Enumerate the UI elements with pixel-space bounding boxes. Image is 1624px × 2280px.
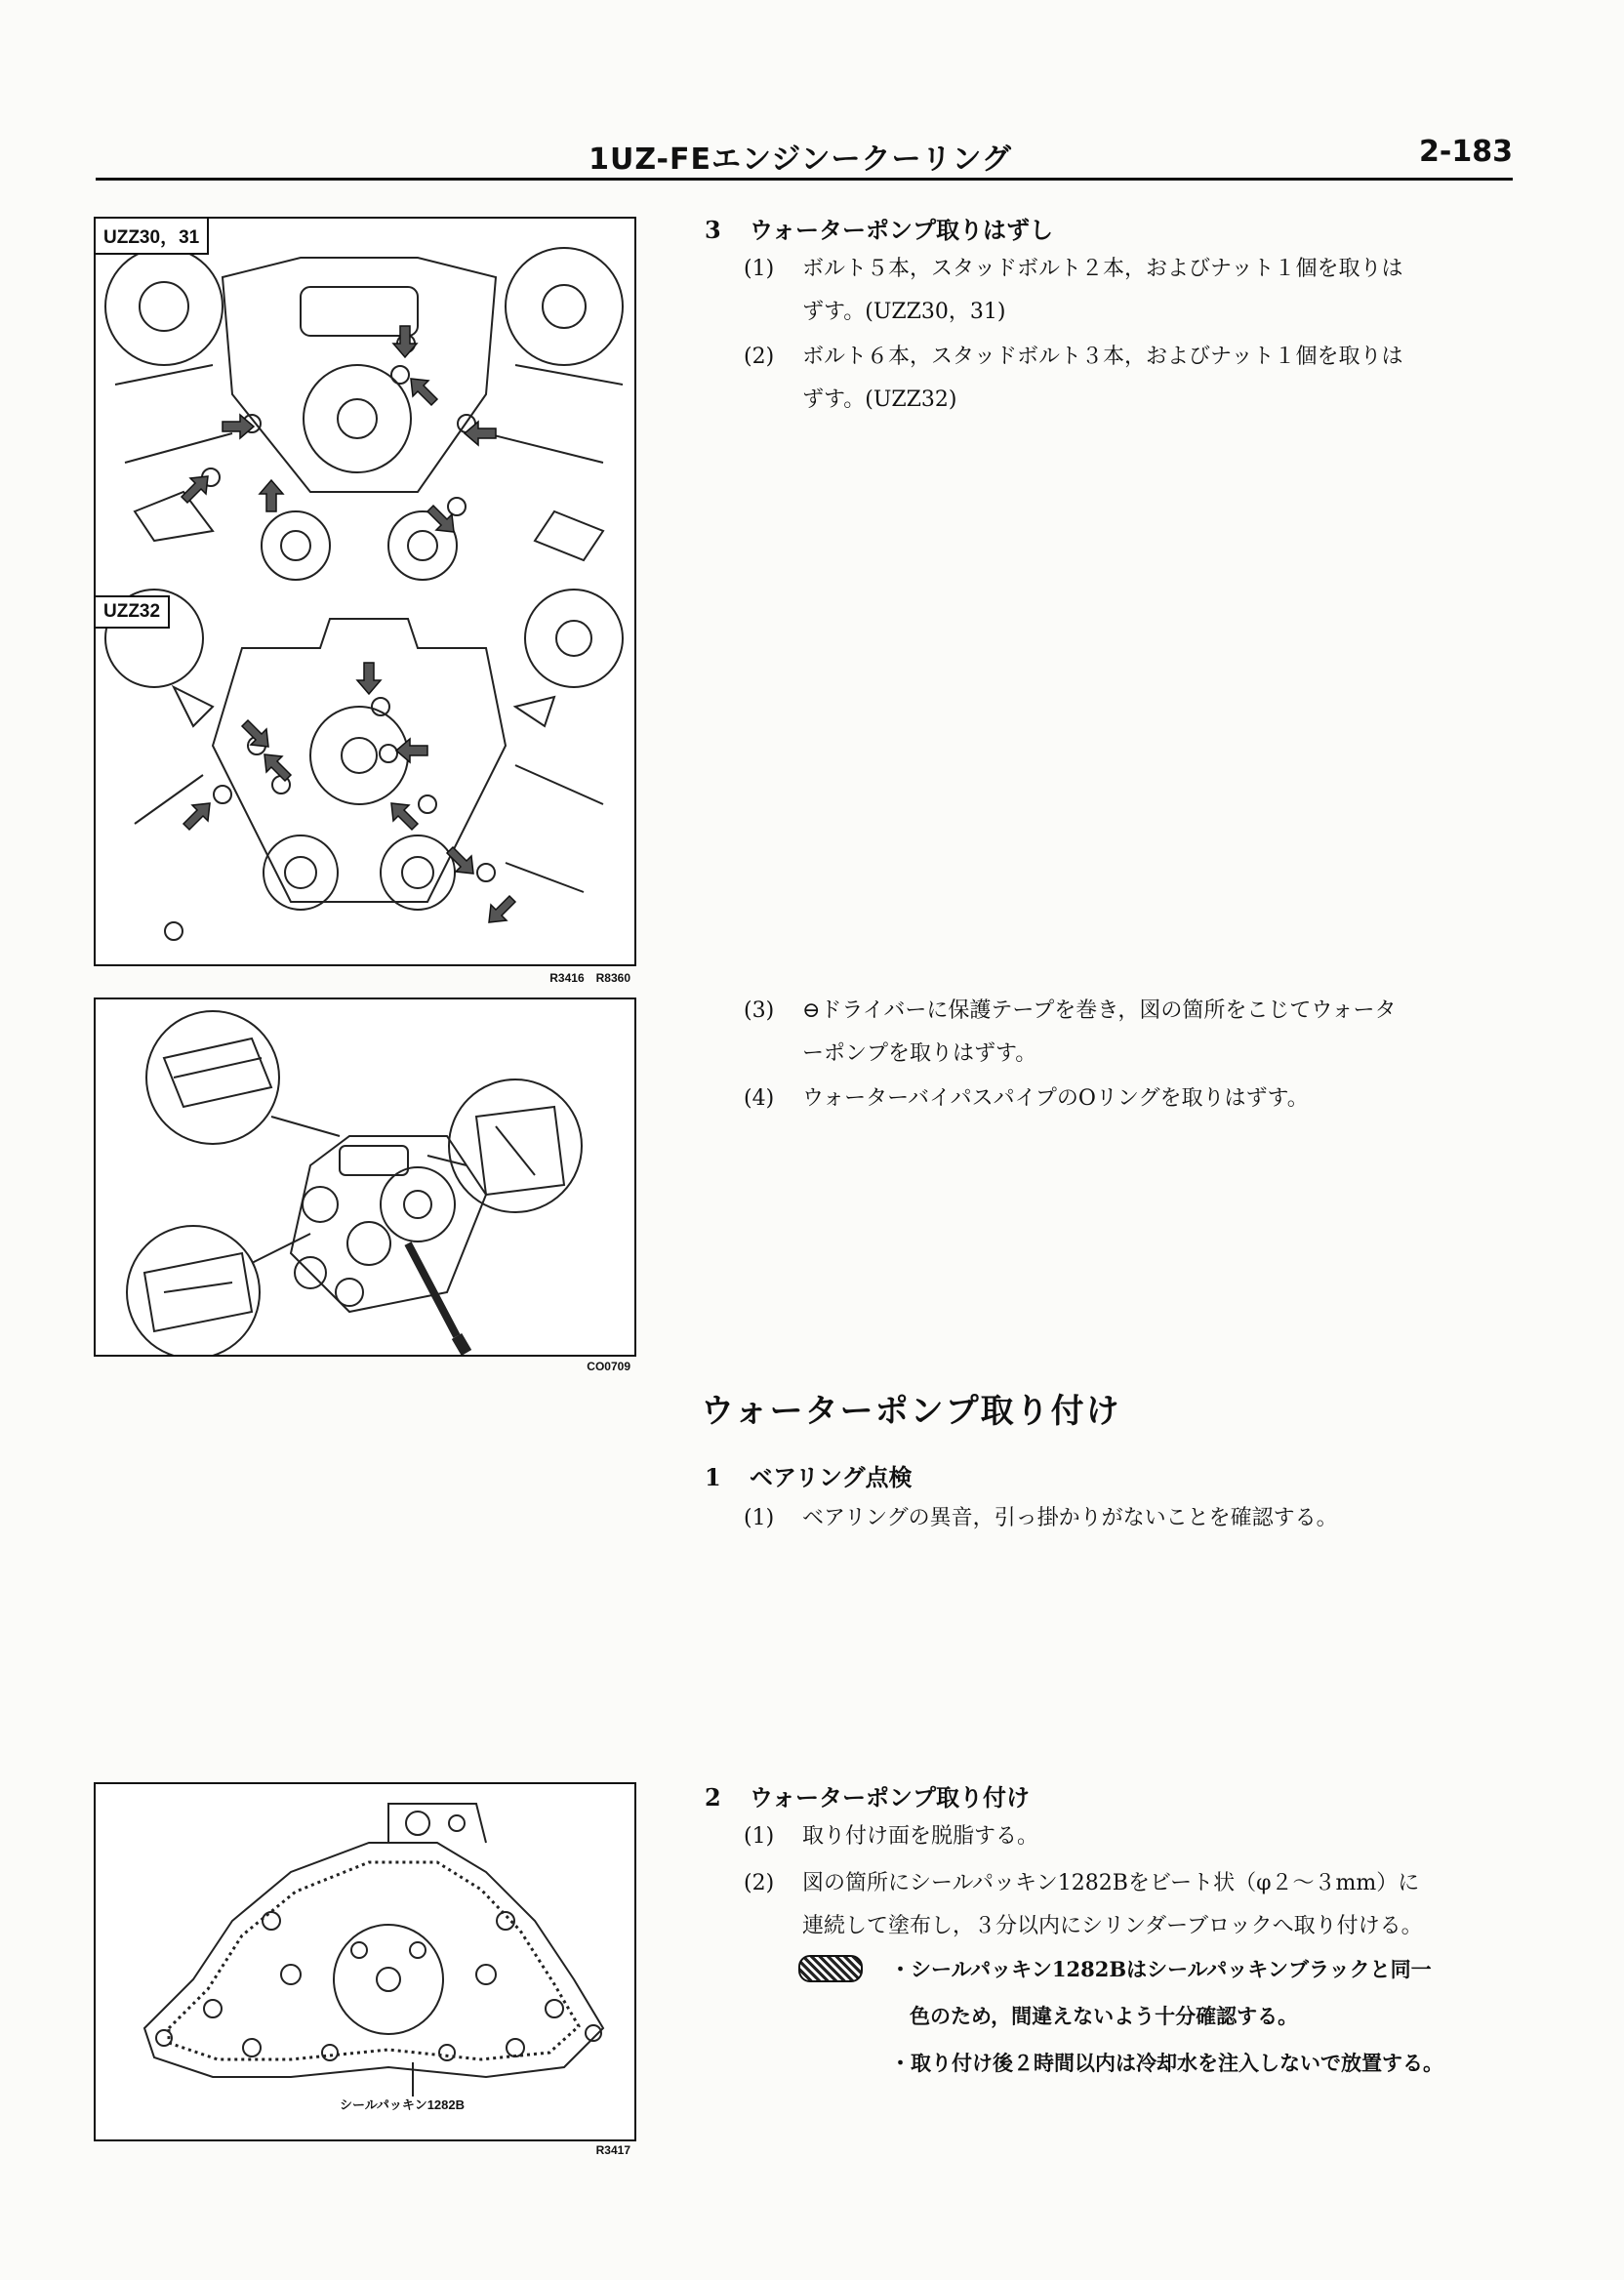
item-number: (4) — [744, 1086, 775, 1111]
figure-label-uzz30-31: UZZ30，31 — [94, 217, 209, 255]
item-text: ベアリングの異音，引っ掛かりがないことを確認する。 — [802, 1506, 1338, 1530]
figure-code: R3417 — [595, 2143, 630, 2157]
note-line-1: ・シールパッキン1282Bはシールパッキンブラックと同一 — [890, 1957, 1432, 1981]
step-3-heading — [705, 211, 1053, 245]
figure-label-uzz32: UZZ32 — [94, 595, 170, 629]
item-number: (1) — [744, 257, 775, 281]
install-step1-item-1 — [744, 1497, 1338, 1540]
removal-item-2 — [744, 336, 1403, 422]
page-number: 2-183 — [1419, 135, 1513, 169]
pump-gasket-illustration — [96, 1784, 634, 2139]
removal-item-1 — [744, 248, 1403, 334]
item-number: (3) — [744, 998, 775, 1023]
note-line-3: ・取り付け後２時間以内は冷却水を注入しないで放置する。 — [890, 2051, 1443, 2075]
step-number: 3 — [705, 216, 721, 244]
item-text: ⊖ドライバーに保護テープを巻き，図の箇所をこじてウォータ — [802, 998, 1397, 1023]
section-title-install: ウォーターポンプ取り付け — [701, 1392, 1121, 1431]
item-text: ボルト５本，スタッドボルト２本，およびナット１個を取りは — [802, 257, 1403, 281]
item-number: (2) — [744, 345, 775, 369]
item-text-cont: ずす。(UZZ30，31) — [802, 300, 1006, 324]
figure-code: CO0709 — [587, 1360, 630, 1373]
step-title: ウォーターポンプ取りはずし — [750, 216, 1054, 244]
engine-front-illustration — [96, 219, 634, 964]
figure-seal-packing — [94, 1782, 636, 2141]
item-number: (1) — [744, 1824, 775, 1849]
step-number: 2 — [705, 1783, 721, 1812]
item-number: (1) — [744, 1506, 775, 1530]
step-1-heading — [705, 1458, 913, 1492]
figure-code: R3416 R8360 — [549, 971, 630, 985]
removal-item-4 — [744, 1078, 1309, 1120]
item-number: (2) — [744, 1871, 775, 1895]
item-text-cont: ずす。(UZZ32) — [802, 387, 957, 412]
pry-illustration — [96, 999, 634, 1355]
page-header-title: 1UZ-FEエンジンークーリング — [589, 142, 1012, 177]
step-title: ベアリング点検 — [750, 1463, 913, 1491]
note-icon — [798, 1955, 863, 1982]
item-text-cont: ーポンプを取りはずす。 — [802, 1041, 1037, 1066]
install-step2-item-1 — [744, 1815, 1038, 1858]
step-2-heading — [705, 1778, 1030, 1812]
item-text: 取り付け面を脱脂する。 — [802, 1824, 1039, 1849]
header-rule — [96, 178, 1513, 181]
note-line-2: 色のため，間違えないよう十分確認する。 — [910, 2004, 1299, 2028]
item-text: 図の箇所にシールパッキン1282Bをビート状（φ２～３mm）に — [802, 1871, 1420, 1895]
item-text: ウォーターバイパスパイプのOリングを取りはずす。 — [802, 1086, 1309, 1111]
step-title: ウォーターポンプ取り付け — [750, 1783, 1031, 1812]
figure-pump-removal-bolts — [94, 217, 636, 966]
item-text: ボルト６本，スタッドボルト３本，およびナット１個を取りは — [802, 345, 1403, 369]
figure-pry-pump — [94, 998, 636, 1357]
install-step2-item-2 — [744, 1862, 1423, 1948]
item-text-cont: 連続して塗布し，３分以内にシリンダーブロックへ取り付ける。 — [802, 1914, 1423, 1938]
step-number: 1 — [705, 1463, 721, 1491]
seal-packing-callout: シールパッキン1282B — [340, 2097, 466, 2112]
removal-item-3 — [744, 990, 1396, 1076]
